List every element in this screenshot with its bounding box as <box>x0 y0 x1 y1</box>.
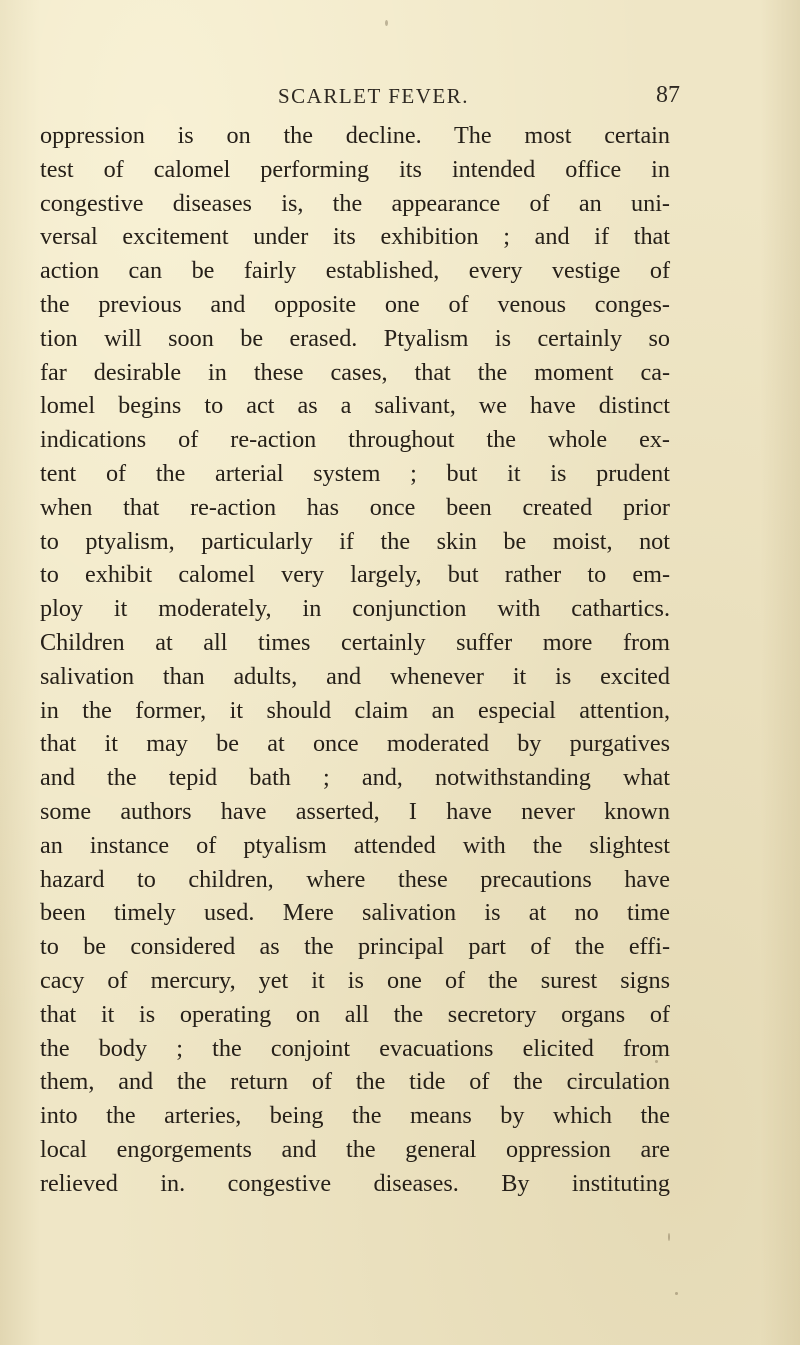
text-line: test of calomel performing its intended office in <box>40 155 670 183</box>
text-line: an instance of ptyalism attended with the slightest <box>40 831 670 859</box>
text-line: tion will soon be erased. Ptyalism is certainly so <box>40 324 670 352</box>
text-line: salivation than adults, and whenever it is excited <box>40 662 670 690</box>
text-line: far desirable in these cases, that the moment ca- <box>40 358 670 386</box>
page-number: 87 <box>656 82 680 108</box>
running-title: SCARLET FEVER. <box>278 84 469 108</box>
text-line: the previous and opposite one of venous conges- <box>40 290 670 318</box>
text-line: indications of re-action throughout the whole ex- <box>40 426 670 454</box>
text-line: that it may be at once moderated by purgatives <box>40 730 670 758</box>
text-line: action can be fairly established, every vestige of <box>40 257 670 285</box>
text-line: that it is operating on all the secretory organs of <box>40 1000 670 1028</box>
paper-speck <box>655 1060 658 1063</box>
text-line: when that re-action has once been created prior <box>40 493 670 521</box>
text-line: and the tepid bath ; and, notwithstanding what <box>40 764 670 792</box>
text-line: to exhibit calomel very largely, but rather to em- <box>40 561 670 589</box>
text-line: oppression is on the decline. The most certain <box>40 122 670 149</box>
text-line: into the arteries, being the means by which the <box>40 1102 670 1130</box>
body-text <box>40 119 670 1201</box>
text-line: local engorgements and the general oppression are <box>40 1135 670 1163</box>
text-line: the body ; the conjoint evacuations elicited from <box>40 1034 670 1062</box>
text-line: to ptyalism, particularly if the skin be moist, not <box>40 527 670 555</box>
text-line: relieved in. congestive diseases. By instituting <box>40 1169 670 1197</box>
paper-speck <box>668 1233 670 1241</box>
paper-speck <box>385 20 388 26</box>
text-line: congestive diseases is, the appearance of an uni- <box>40 189 670 217</box>
text-line: been timely used. Mere salivation is at no time <box>40 899 670 927</box>
text-line: to be considered as the principal part of the effi- <box>40 933 670 961</box>
text-line: Children at all times certainly suffer more from <box>40 628 670 656</box>
text-line: tent of the arterial system ; but it is prudent <box>40 459 670 487</box>
text-line: in the former, it should claim an especial attention, <box>40 696 670 724</box>
running-head <box>40 84 680 114</box>
text-line: hazard to children, where these precautions have <box>40 865 670 893</box>
text-line: versal excitement under its exhibition ; and if that <box>40 223 670 251</box>
text-line: ploy it moderately, in conjunction with cathartics. <box>40 595 670 623</box>
text-line: lomel begins to act as a salivant, we have distinct <box>40 392 670 420</box>
text-line: them, and the return of the tide of the circulation <box>40 1068 670 1096</box>
text-line: some authors have asserted, I have never known <box>40 797 670 825</box>
paper-speck <box>675 1292 678 1295</box>
text-line: cacy of mercury, yet it is one of the surest signs <box>40 966 670 994</box>
